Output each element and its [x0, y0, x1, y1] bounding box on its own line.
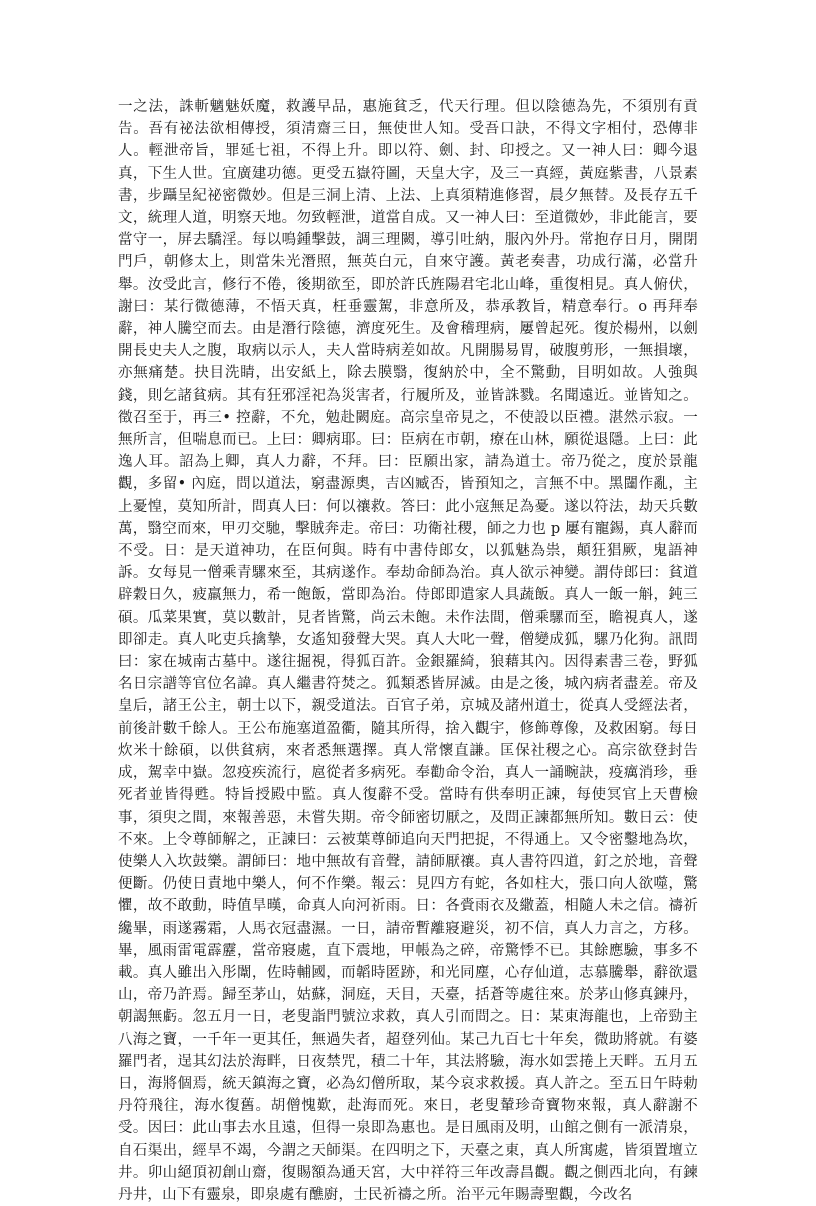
body-paragraph: 一之法，誅斬魑魅妖魔，救護早品，惠施貧乏，代天行理。但以陰德為先，不須別有貢告。吾有祕法欲相傳授，須清齋三日，無使世人知。受吾口訣，不得文字相付，恐傳非人。輕泄帝旨，罪延七祖，不得上升。即以符、劍、封、印授之。又一神人曰：卿今退真，下生人世。宜廣建功德。更受五嶽符圖，天皇大字，及三一真經，黃庭紫書，八景素書，步躡呈紀祕密微妙。但是三洞上清、上法、上真須精進修習，晨夕無替。及長存五千文，統理人道，明察天地。勿致輕泄，道當自成。又一神人曰：至道微妙，非此能言，要當守一，屏去驕淫。每以鳴鍾擊鼓，調三理闕，導引吐納，服內外丹。常抱存日月，開閉門戶，朝修太上，則當朱光潛照，無英白元，自來守護。黃老奏書，功成行滿，必當升舉。汝受此言，修行不倦，後期欲至，即於許氏旌陽君宅北山峰，重復相見。真人俯伏，謝曰：某行微德薄，不悟天真，枉垂靈駕，非意所及，恭承教旨，精意奉行。o 再拜奉辭，神人騰空而去。由是潛行陰德，濟度死生。及會稽理病，屢曾起死。復於楊州，以劍開長史夫人之腹，取病以示人，夫人當時病差如故。凡開腸易胃，破腹剪形，一無損壞，亦無痛楚。抉目洗睛，出安紙上，除去膜翳，復納於中，全不驚動，目明如故。人強與錢，則乞諸貧病。其有狂邪淫祀為災害者，行履所及，並皆誅戮。名聞遠近。並皆知之。徵召至于，再三• 控辭，不允，勉赴闕庭。高宗皇帝見之，不使設以臣禮。湛然示寂。一無所言，但喘息而已。上曰：卿病耶。曰：臣病在市朝，療在山林，願從退隱。上曰：此逸人耳。詔為上卿，真人力辭，不拜。曰：臣願出家，請為道士。帝乃從之，度於景龍觀，多留• 內庭，問以道法，窮盡源奧，吉凶臧否，皆預知之，言無不中。黑闥作亂，主上憂惶，莫知所計，問真人曰：何以禳救。答曰：此小寇無足為憂。遂以符法，劫天兵數萬，翳空而來，甲刃交馳，擊賊奔走。帝曰：功衛社稷，師之力也 p 屢有寵錫，真人辭而不受。日：是天道神功，在臣何與。時有中書侍郎女，以狐魅為祟，顛狂猖厥，鬼語神訴。女每見一僧乘青騾來至，其病遂作。奉劫命師為治。真人欲示神變。謂侍郎曰：貧道辟穀日久，疲羸無力，希一飽飯，當即為治。侍郎即遣家人具蔬飯。真人一飯一斛，鈍三碩。瓜菜果實，莫以數計，見者皆驚，尚云未飽。未作法間，僧乘騾而至，瞻視真人，遂即卻走。真人叱吏兵擒摯，女遙知發聲大哭。真人大叱一聲，僧變成狐，騾乃化狗。訊問曰：家在城南古墓中。遂往掘視，得狐百許。金銀羅綺，狼藉其內。因得素書三卷，野狐名日宗譜等官位名諱。真人繼書符焚之。狐類悉皆屏滅。由是之後，城內病者盡差。帝及皇后，諸王公主，朝士以下，親受道法。百官子弟，京城及諸州道士，從真人受經法者，前後計數千餘人。王公布施塞道盈衢，隨其所得，捨入觀宇，修飾尊像，及救困窮。每日炊米十餘碩，以供貧病，來者悉無選擇。真人常懷直謙。匡保社稷之心。高宗欲登封告成，駕幸中嶽。忽疫疾流行，扈從者多病死。奉勸命令治，真人一誦畹訣，疫癘消珍，垂死者並皆得甦。特旨授殿中監。真人復辭不受。當時有供奉明正諫，每使冥官上天曹檢事，須臾之間，來報善惡，未嘗失期。帝令師密切厭之，及問正諫都無所知。數日云：使不來。上令尊師解之，正諫曰：云被葉尊師追向天門把捉，不得通上。又令密鑿地為坎，使樂人入坎鼓樂。謂師曰：地中無故有音聲，請師厭禳。真人書符四道，釘之於地，音聲便斷。仍使日責地中樂人，何不作樂。報云：見四方有蛇，各如柱大，張口向人欲噬，驚懼，故不敢動，時值旱暵，命真人向河祈雨。日：各賫雨衣及繖蓋，相隨人未之信。禱祈纔畢，雨遂霧霜，人馬衣冠盡濕。一日，請帝暫離寢避災，初不信，真人力言之，方移。畢，風雨雷電霹靂，當帝寢處，直下震地，甲帳為之碎，帝驚悸不已。其餘應驗，事多不載。真人雖出入彤闈，佐時輔國，而韜時匿跡，和光同塵，心存仙道，志慕騰舉，辭欲還山，帝乃許焉。歸至茅山，姑蘇，洞庭，天目，天臺，括蒼等處往來。於茅山修真鍊丹，朝謁無虧。忽五月一日，老叟詣門號泣求救，真人引而問之。日：某東海龍也，上帝勁主八海之寶，一千年一更其任，無過失者，超登列仙。某己九百七十年矣，微助將就。有婆羅門者，逞其幻法於海畔，日夜禁咒，積二十年，其法將驗，海水如雲捲上天畔。五月五日，海將個焉，統天鎮海之寶，必為幻僧所取，某今哀求救援。真人許之。至五日午時勅丹符飛往，海水復舊。胡僧愧歎，赴海而死。來日，老叟輦珍奇寶物來報，真人辭謝不受。因曰：此山事去水且遠，但得一泉即為惠也。是日風雨及明，山館之側有一派清泉，自石渠出，經旱不竭，今謂之天師渠。在四明之下，天臺之東，真人所寓處，皆須置壇立井。卯山絕頂初創山齋，復賜額為通天宮，大中祥符三年改壽昌觀。觀之側西北向，有鍊丹井，山下有靈泉，即泉處有醮廚，士民祈禱之所。治平元年賜壽聖觀，今改名	[118, 99, 698, 1203]
document-page	[118, 96, 698, 1203]
